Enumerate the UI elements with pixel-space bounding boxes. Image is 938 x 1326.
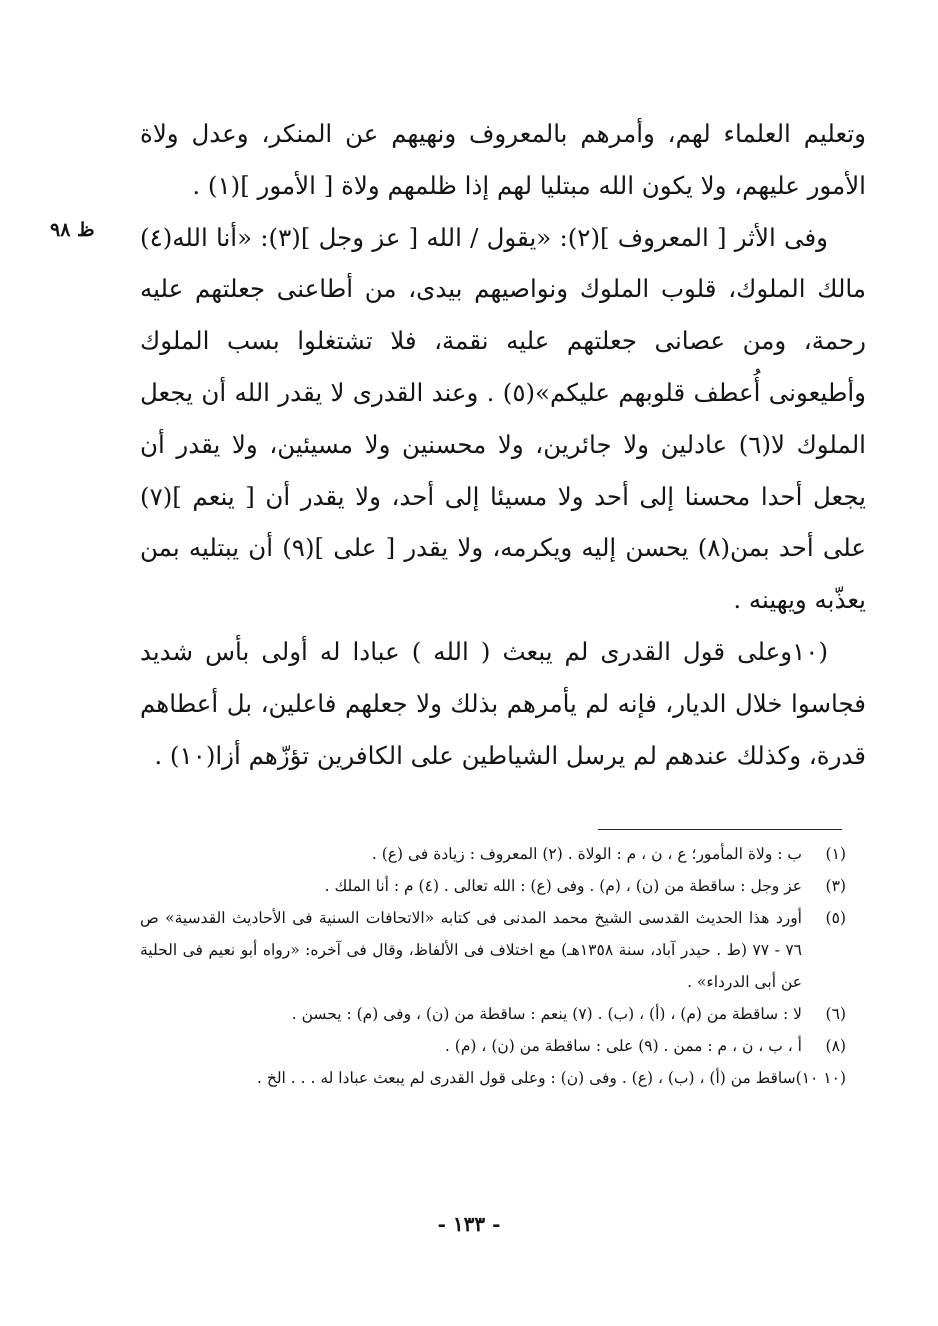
- footnote-number: (١٠ ١٠): [795, 1069, 846, 1087]
- footnote-number: (٦): [825, 1005, 846, 1023]
- page-number: - ١٣٣ -: [437, 1212, 501, 1236]
- footnote-number: (٣): [825, 877, 846, 895]
- footnote: [140, 902, 846, 998]
- paragraph-3: (١٠وعلى قول القدرى لم يبعث ( الله ) عبادا له أولى بأس شديد فجاسوا خلال الديار، فإنه لم يأمرهم بذلك ولا جعلهم فاعلين، بل أعطاهم قدرة، وكذلك عندهم لم يرسل الشياطين على الكافرين تؤزّهم أزا(١٠) .: [140, 636, 866, 770]
- footnote-number: (١): [825, 845, 846, 863]
- paragraph-2: وفى الأثر [ المعروف ](٢): «يقول / الله [ عز وجل ](٣): «أنا الله(٤) مالك الملوك، قلوب الملوك ونواصيهم بيدى، من أطاعنى جعلتهم عليه رحمة، ومن عصانى جعلتهم عليه نقمة، فلا تشتغلوا بسب الملوك وأطيعونى أُعطف قلوبهم عليكم»(٥) . وعند القدرى لا يقدر الله أن يجعل الملوك لا(٦) عادلين ولا جائرين، ولا محسنين ولا مسيئين، ولا يقدر أن يجعل أحدا محسنا إلى أحد ولا مسيئا إلى أحد، ولا يقدر أن [ ينعم ](٧) على أحد بمن(٨) يحسن إليه ويكرمه، ولا يقدر [ على ](٩) أن يبتليه بمن يعذّبه ويهينه .: [140, 222, 866, 615]
- footnote: [140, 1030, 846, 1062]
- main-text: [140, 108, 866, 781]
- margin-folio-note: ظ ٩٨: [50, 219, 95, 241]
- footnote-text: عز وجل : ساقطة من (ن) ، (م) . وفى (ع) : الله تعالى . (٤) م : أنا الملك .: [324, 877, 802, 895]
- footnotes: [140, 838, 846, 1094]
- footnote: [140, 998, 846, 1030]
- footnote-text: ب : ولاة المأمور؛ ع ، ن ، م : الولاة . (٢) المعروف : زيادة فى (ع) .: [371, 845, 802, 863]
- footnote: [140, 838, 846, 870]
- footnote-text: ساقط من (أ) ، (ب) ، (ع) . وفى (ن) : وعلى قول القدرى لم يبعث عبادا له . . . الخ .: [256, 1069, 796, 1087]
- footnote-text: لا : ساقطة من (م) ، (أ) ، (ب) . (٧) ينعم : ساقطة من (ن) ، وفى (م) : يحسن .: [291, 1005, 802, 1023]
- footnote: [140, 870, 846, 902]
- footnote-number: (٨): [825, 1037, 846, 1055]
- footnote-text: أ ، ب ، ن ، م : ممن . (٩) على : ساقطة من (ن) ، (م) .: [444, 1037, 802, 1055]
- footnote-separator: [598, 829, 842, 830]
- footnote-number: (٥): [825, 909, 846, 927]
- footnote: [140, 1062, 846, 1094]
- footnote-text: أورد هذا الحديث القدسى الشيخ محمد المدنى فى كتابه «الاتحافات السنية فى الأحاديث القدسية» ص ٧٦ - ٧٧ (ط . حيدر آباد، سنة ١٣٥٨هـ) مع اختلاف فى الألفاظ، وقال فى آخره: «رواه أبو نعيم فى الحلية عن أبى الدرداء» .: [140, 909, 802, 991]
- paragraph-1: وتعليم العلماء لهم، وأمرهم بالمعروف ونهيهم عن المنكر، وعدل ولاة الأمور عليهم، ولا يكون الله مبتليا لهم إذا ظلمهم ولاة [ الأمور ](١) .: [140, 119, 866, 200]
